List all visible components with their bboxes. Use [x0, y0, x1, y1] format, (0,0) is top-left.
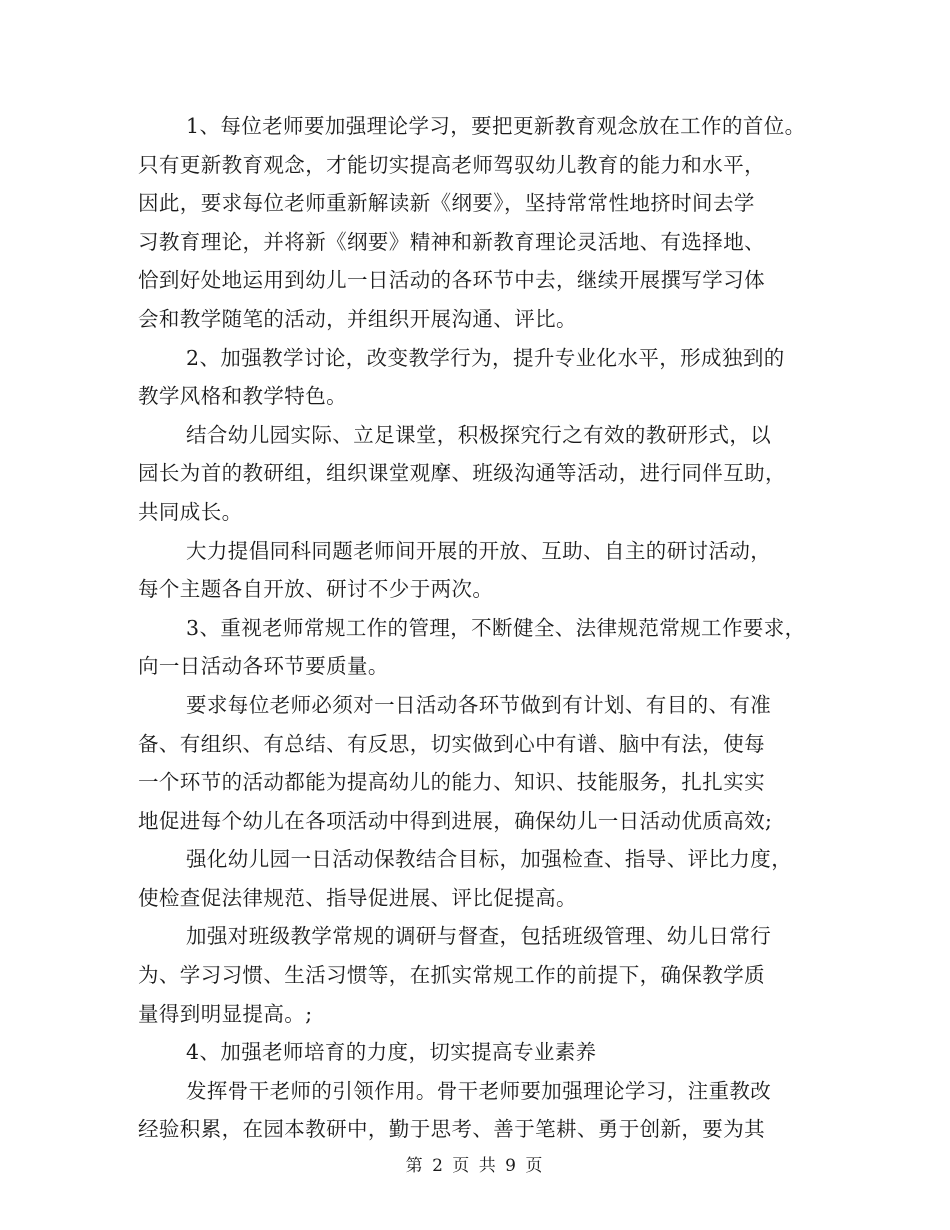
text-line: 一个环节的活动都能为提高幼儿的能力、知识、技能服务，扎扎实实 — [138, 770, 765, 795]
text-line: 教学风格和教学特色。 — [138, 384, 347, 409]
text-line: 因此，要求每位老师重新解读新《纲要》，坚持常常性地挤时间去学 — [138, 191, 755, 216]
text-line: 只有更新教育观念，才能切实提高老师驾驭幼儿教育的能力和水平， — [138, 152, 765, 177]
text-line: 结合幼儿园实际、立足课堂，积极探究行之有效的教研形式，以 — [186, 422, 772, 447]
text-line: 向一日活动各环节要质量。 — [138, 654, 389, 679]
text-line: 园长为首的教研组，组织课堂观摩、班级沟通等活动，进行同伴互助， — [138, 461, 786, 486]
text-line: 大力提倡同科同题老师间开展的开放、互助、自主的研讨活动， — [186, 538, 772, 563]
text-line: 4、加强老师培育的力度，切实提高专业素养 — [186, 1040, 597, 1065]
text-line: 强化幼儿园一日活动保教结合目标，加强检查、指导、评比力度， — [186, 847, 793, 872]
text-line: 加强对班级教学常规的调研与督查，包括班级管理、幼儿日常行 — [186, 924, 772, 949]
text-line: 2、加强教学讨论，改变教学行为，提升专业化水平，形成独到的 — [186, 345, 785, 370]
text-line: 使检查促法律规范、指导促进展、评比促提高。 — [138, 885, 577, 910]
text-line: 习教育理论，并将新《纲要》精神和新教育理论灵活地、有选择地、 — [138, 229, 765, 254]
text-line: 量得到明显提高。; — [138, 1001, 313, 1026]
text-line: 地促进每个幼儿在各项活动中得到进展，确保幼儿一日活动优质高效; — [138, 808, 773, 833]
document-body — [138, 107, 818, 1149]
text-line: 恰到好处地运用到幼儿一日活动的各环节中去，继续开展撰写学习体 — [138, 268, 765, 293]
text-line: 为、学习习惯、生活习惯等，在抓实常规工作的前提下，确保教学质 — [138, 963, 765, 988]
text-line: 要求每位老师必须对一日活动各环节做到有计划、有目的、有准 — [186, 692, 772, 717]
text-line: 经验积累，在园本教研中，勤于思考、善于笔耕、勇于创新，要为其 — [138, 1117, 765, 1142]
text-line: 每个主题各自开放、研讨不少于两次。 — [138, 577, 494, 602]
text-line: 1、每位老师要加强理论学习，要把更新教育观念放在工作的首位。 — [186, 114, 806, 138]
text-line: 3、重视老师常规工作的管理，不断健全、法律规范常规工作要求， — [186, 615, 806, 640]
text-line: 共同成长。 — [138, 499, 243, 524]
text-line: 会和教学随笔的活动，并组织开展沟通、评比。 — [138, 306, 577, 331]
page-footer: 第 2 页 共 9 页 — [405, 1156, 545, 1176]
text-line: 备、有组织、有总结、有反思，切实做到心中有谱、脑中有法，使每 — [138, 731, 765, 756]
text-line: 发挥骨干老师的引领作用。骨干老师要加强理论学习，注重教改 — [186, 1078, 772, 1103]
